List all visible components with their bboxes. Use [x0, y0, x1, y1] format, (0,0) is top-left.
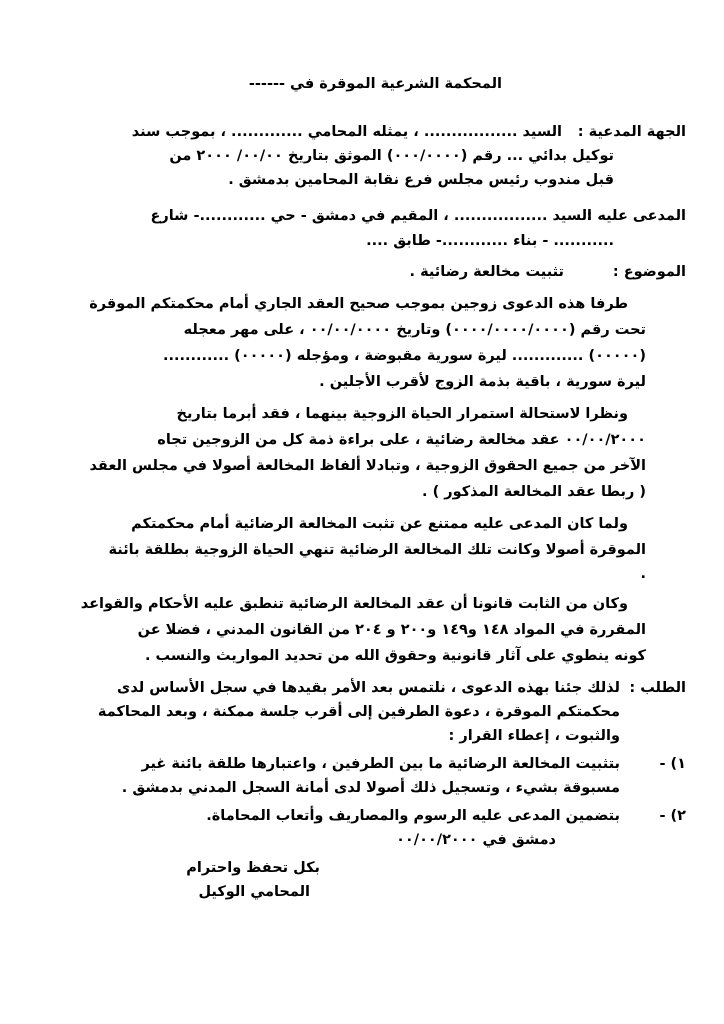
- request-label: الطلب :: [629, 680, 686, 696]
- plaintiff-line: السيد ................. ، يمثله المحامي ............. ، بموجب سند: [131, 124, 562, 140]
- paragraph-line: الآخر من جميع الحقوق الزوجية ، وتبادلا ألفاظ المخالعة أصولا في مجلس العقد: [89, 458, 646, 474]
- paragraph-line: ٠٠/٠٠/٢٠٠٠ عقد مخالعة رضائية ، على براءة ذمة كل من الزوجين تجاه: [157, 432, 646, 448]
- request-item-line: مسبوقة بشيء ، وتسجيل ذلك أصولا لدى أمانة السجل المدني بدمشق .: [121, 780, 620, 796]
- closing-respect: بكل تحفظ واحترام: [186, 860, 320, 876]
- defendant-line: السيد ................. ، المقيم في دمشق - حي ............- شارع: [150, 208, 592, 224]
- paragraph-line: كونه ينطوي على آثار قانونية وحقوق الله من تحديد المواريث والنسب .: [145, 648, 646, 664]
- closing-signature: المحامي الوكيل: [198, 884, 310, 900]
- request-item-line: بتضمين المدعى عليه الرسوم والمصاريف وأتعاب المحاماة.: [206, 808, 620, 824]
- request-line: محكمتكم الموقرة ، دعوة الطرفين إلى أقرب جلسة ممكنة ، وبعد المحاكمة: [97, 704, 620, 720]
- paragraph-line: ولما كان المدعى عليه ممتنع عن تثبت المخالعة الرضائية أمام محكمتكم: [131, 516, 628, 532]
- request-line: والثبوت ، إعطاء القرار :: [448, 728, 620, 744]
- paragraph-line: تحت رقم (٠٠٠٠/٠٠٠٠/٠٠٠٠) وتاريخ ٠٠/٠٠/٠٠٠٠ ، على مهر معجله: [183, 322, 646, 338]
- defendant-line: ........... - بناء ............- طابق ....: [366, 233, 614, 249]
- request-item-marker: ٢) -: [659, 808, 686, 824]
- request-line: لذلك جئنا بهذه الدعوى ، نلتمس بعد الأمر بقيدها في سجل الأساس لدى: [117, 680, 620, 696]
- plaintiff-line: قبل مندوب رئيس مجلس فرع نقابة المحامين بدمشق .: [228, 172, 614, 188]
- request-item-line: بتثبيت المخالعة الرضائية ما بين الطرفين ، واعتبارها طلقة بائنة غير: [141, 756, 620, 772]
- paragraph-line: ونظرا لاستحالة استمرار الحياة الزوجية بينهما ، فقد أبرما بتاريخ: [176, 406, 628, 422]
- subject-text: تثبيت مخالعة رضائية .: [409, 264, 564, 280]
- paragraph-line: ( ربطا عقد المخالعة المذكور ) .: [422, 484, 646, 500]
- subject-label: الموضوع :: [612, 264, 686, 280]
- paragraph-line: الموقرة أصولا وكانت تلك المخالعة الرضائية تنهي الحياة الزوجية بطلقة بائنة: [108, 542, 646, 558]
- plaintiff-line: توكيل بدائي ... رقم (٠٠٠/٠٠٠٠) الموثق بتاريخ ٠٠/٠٠/ ٢٠٠٠ من: [169, 148, 614, 164]
- request-item-marker: ١) -: [659, 756, 686, 772]
- paragraph-line: المقررة في المواد ١٤٨ و١٤٩ و٢٠٠ و ٢٠٤ من القانون المدني ، فضلا عن: [137, 622, 646, 638]
- paragraph-line: (٠٠٠٠٠) ............. ليرة سورية مقبوضة ، ومؤجله (٠٠٠٠٠) ............: [162, 348, 646, 364]
- paragraph-line: وكان من الثابت قانونا أن عقد المخالعة الرضائية تنطبق عليه الأحكام والقواعد: [80, 596, 628, 612]
- defendant-label: المدعى عليه :: [586, 208, 686, 224]
- closing-date: دمشق في ٠٠/٠٠/٢٠٠٠: [396, 832, 556, 848]
- paragraph-line: طرفا هذه الدعوى زوجين بموجب صحيح العقد الجاري أمام محكمتكم الموقرة: [89, 296, 628, 312]
- paragraph-line: .: [640, 566, 646, 582]
- plaintiff-label: الجهة المدعية :: [577, 124, 686, 140]
- court-title: المحكمة الشرعية الموقرة في ------: [248, 76, 502, 92]
- paragraph-line: ليرة سورية ، باقية بذمة الزوج لأقرب الأجلين .: [319, 374, 646, 390]
